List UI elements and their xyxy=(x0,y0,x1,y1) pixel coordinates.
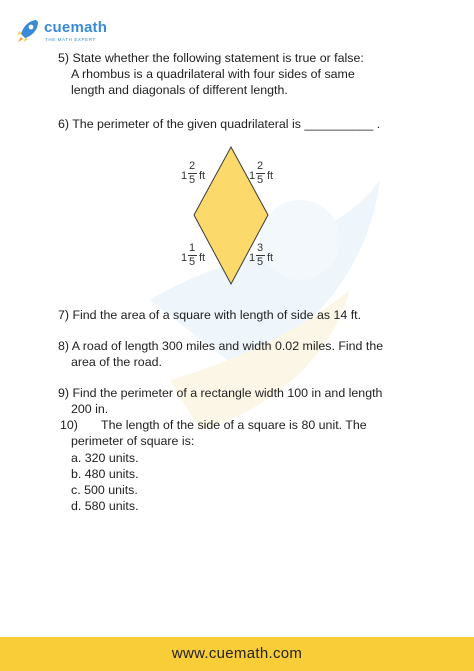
footer-url[interactable]: www.cuemath.com xyxy=(171,645,303,662)
label-whole: 1 xyxy=(249,252,256,264)
question-10-number: 10) xyxy=(60,418,78,432)
brand-tagline: THE MATH EXPERT xyxy=(45,37,96,42)
label-unit: ft xyxy=(199,252,206,264)
label-whole: 1 xyxy=(181,170,188,182)
question-8-line-1: 8) A road of length 300 miles and width 0.02 miles. Find the xyxy=(58,339,384,353)
option-c: c. 500 units. xyxy=(71,483,138,497)
label-denominator: 5 xyxy=(189,174,196,186)
label-denominator: 5 xyxy=(257,174,264,186)
label-numerator: 3 xyxy=(257,242,264,254)
question-7: 7) Find the area of a square with length of side as 14 ft. xyxy=(58,308,362,322)
label-unit: ft xyxy=(199,170,206,182)
question-5-line-2: A rhombus is a quadrilateral with four sides of same xyxy=(71,67,355,81)
label-numerator: 2 xyxy=(257,160,264,172)
question-10-line-2: perimeter of square is: xyxy=(71,434,195,448)
option-a: a. 320 units. xyxy=(71,451,139,465)
question-6: 6) The perimeter of the given quadrilateral is __________ . xyxy=(58,117,381,131)
label-numerator: 2 xyxy=(189,160,196,172)
label-numerator: 1 xyxy=(189,242,196,254)
brand-name: cuemath xyxy=(44,19,108,36)
option-b: b. 480 units. xyxy=(71,467,139,481)
label-denominator: 5 xyxy=(257,256,264,268)
label-unit: ft xyxy=(267,252,274,264)
question-5-line-1: 5) State whether the following statement is true or false: xyxy=(58,51,364,65)
question-9-line-1: 9) Find the perimeter of a rectangle width 100 in and length xyxy=(58,386,383,400)
label-whole: 1 xyxy=(249,170,256,182)
question-10-line-1: The length of the side of a square is 80 unit. The xyxy=(101,418,367,432)
question-8-line-2: area of the road. xyxy=(71,355,162,369)
label-whole: 1 xyxy=(181,252,188,264)
label-denominator: 5 xyxy=(189,256,196,268)
footer-bar xyxy=(0,637,474,671)
label-unit: ft xyxy=(267,170,274,182)
question-5-line-3: length and diagonals of different length. xyxy=(71,83,288,97)
option-d: d. 580 units. xyxy=(71,499,139,513)
question-9-line-2: 200 in. xyxy=(71,402,109,416)
